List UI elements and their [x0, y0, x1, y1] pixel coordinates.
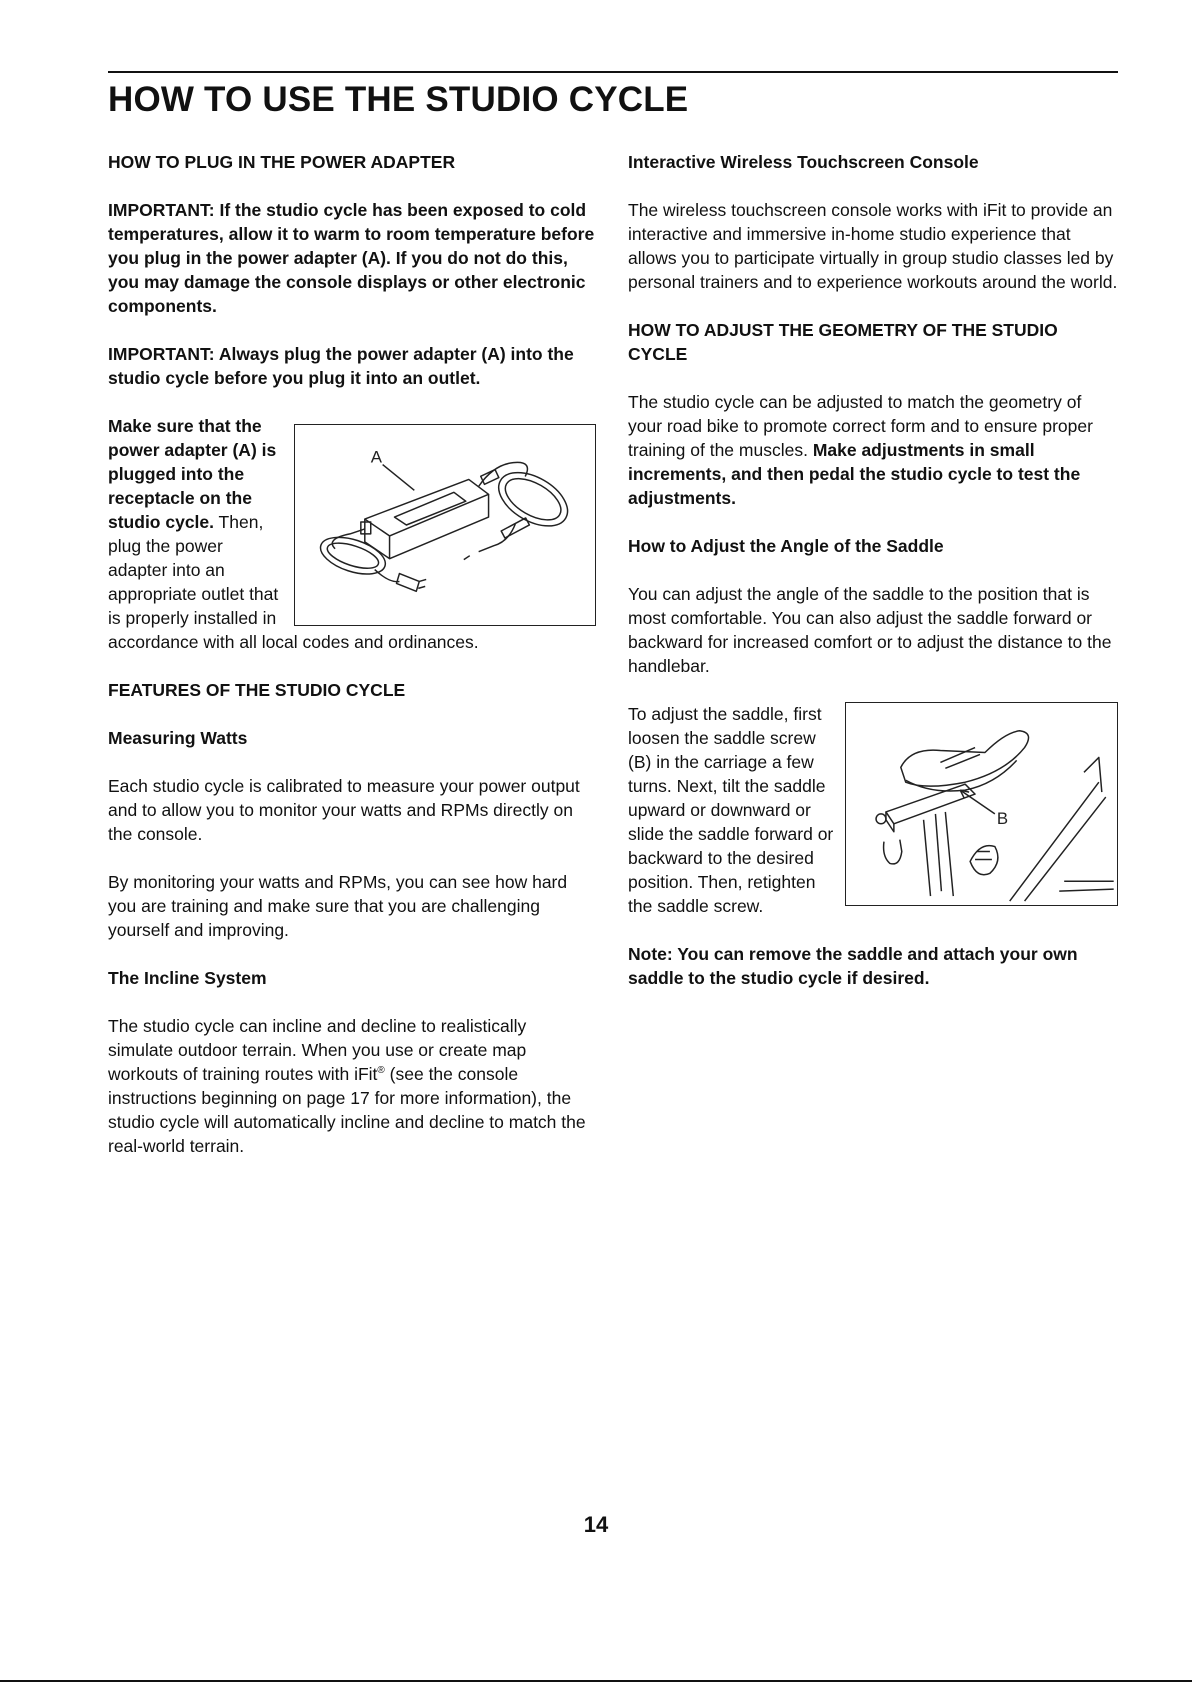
- saddle-figure: [845, 702, 1118, 906]
- geometry-paragraph: [628, 390, 1118, 510]
- make-sure-rest: Then, plug the power adapter into an appropriate outlet that is properly installed in accordance with all local codes and ordinances.: [108, 512, 479, 652]
- saddle-illustration: [846, 703, 1117, 905]
- incline-text-b: (see the console instructions beginning on page 17 for more information), the studio cycle will automatically incline and decline to match the real-world terrain.: [108, 1064, 586, 1156]
- make-sure-bold: Make sure that the power adapter (A) is plugged into the receptacle on the studio cycle.: [108, 416, 277, 532]
- important-cold-note: IMPORTANT: If the studio cycle has been exposed to cold temperatures, allow it to warm to room temperature before you plug in the power adapter (A). If you do not do this, you may damage the console displays or other electronic components.: [108, 200, 595, 316]
- power-adapter-heading: HOW TO PLUG IN THE POWER ADAPTER: [108, 152, 456, 172]
- page-number: 14: [583, 1512, 609, 1537]
- console-heading: Interactive Wireless Touchscreen Console: [628, 152, 979, 172]
- geometry-text: The studio cycle can be adjusted to match the geometry of your road bike to promote correct form and to ensure proper training of the muscles.: [628, 392, 1093, 460]
- important-plug-order-note: IMPORTANT: Always plug the power adapter (A) into the studio cycle before you plug it into an outlet.: [108, 344, 574, 388]
- console-paragraph: The wireless touchscreen console works with iFit to provide an interactive and immersive in-home studio experience that allows you to participate virtually in group studio classes led by personal trainers and to experience workouts around the world.: [628, 200, 1118, 292]
- geometry-bold: Make adjustments in small increments, and then pedal the studio cycle to test the adjustments.: [628, 440, 1081, 508]
- features-heading: FEATURES OF THE STUDIO CYCLE: [108, 680, 406, 700]
- header-rule: [108, 71, 1118, 73]
- page-title: HOW TO USE THE STUDIO CYCLE: [108, 80, 689, 119]
- incline-paragraph: [108, 1014, 596, 1158]
- figure-label-b: B: [996, 808, 1009, 828]
- watts-paragraph-1: Each studio cycle is calibrated to measure your power output and to allow you to monitor your watts and RPMs directly on the console.: [108, 776, 580, 844]
- registered-mark: ®: [377, 1065, 385, 1077]
- left-column: [108, 150, 596, 1182]
- saddle-angle-heading: How to Adjust the Angle of the Saddle: [628, 536, 944, 556]
- power-adapter-figure: [294, 424, 596, 626]
- incline-text-a: The studio cycle can incline and decline to realistically simulate outdoor terrain. When you use or create map workouts of training routes with iFit: [108, 1016, 527, 1084]
- measuring-watts-heading: Measuring Watts: [108, 728, 248, 748]
- incline-system-heading: The Incline System: [108, 968, 267, 988]
- power-adapter-illustration: [295, 425, 595, 625]
- right-column: [628, 150, 1118, 1014]
- saddle-note: Note: You can remove the saddle and attach your own saddle to the studio cycle if desired.: [628, 944, 1078, 988]
- saddle-paragraph-1: You can adjust the angle of the saddle to the position that is most comfortable. You can also adjust the saddle forward or backward for increased comfort or to adjust the distance to the handlebar.: [628, 584, 1112, 676]
- footer-rule: [0, 1680, 1192, 1682]
- geometry-heading: HOW TO ADJUST THE GEOMETRY OF THE STUDIO CYCLE: [628, 320, 1058, 364]
- watts-paragraph-2: By monitoring your watts and RPMs, you can see how hard you are training and make sure that you are challenging yourself and improving.: [108, 872, 568, 940]
- saddle-paragraph-2: To adjust the saddle, first loosen the saddle screw (B) in the carriage a few turns. Next, tilt the saddle upward or downward or slide the saddle forward or backward to the desired position. Then, retighten the saddle screw.: [628, 704, 834, 916]
- figure-label-a: A: [370, 447, 382, 467]
